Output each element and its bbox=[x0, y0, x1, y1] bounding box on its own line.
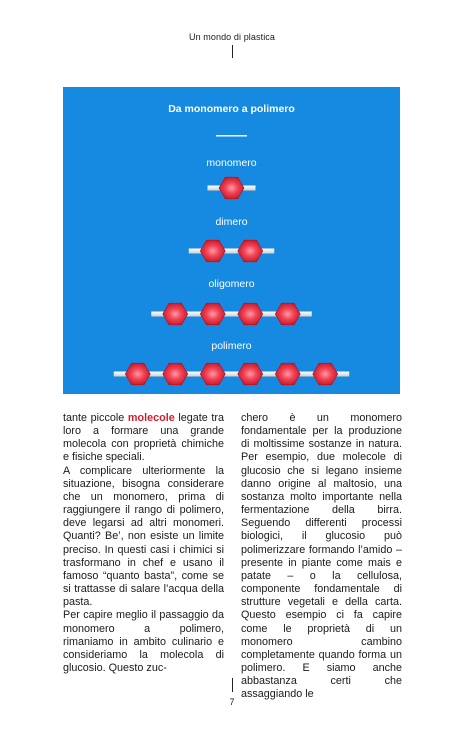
monomer-polymer-figure bbox=[63, 87, 400, 394]
row-label-oligomero: oligomero bbox=[208, 278, 255, 290]
monomer-hexagon bbox=[313, 363, 338, 385]
text-column-right bbox=[241, 412, 402, 701]
monomer-hexagon bbox=[275, 303, 300, 325]
highlighted-term: molecole bbox=[127, 412, 175, 424]
paragraph-4: chero è un monomero fondamentale per la produzione di moltissime sostanze in natura. Per esempio, due molecole di glucosio che si legano insieme danno origine al maltosio, una sostanza molto importante nella fermentazione della birra. Seguendo differenti processi biologici, il glucosio può polimerizzare formando l’amido – presente in piante come mais e patate – o la cellulosa, componente fondamentale di strutture vegetali e della carta. Questo esempio ci fa capire come le proprietà di un monomero cambino completamente quando forma un polimero. E siamo anche abbastanza certi che assaggiando le bbox=[241, 412, 402, 701]
p1-end: legate tra loro a formare una grande molecola con proprietà chimiche e fisiche speciali. bbox=[63, 412, 224, 464]
page-number: 7 bbox=[229, 697, 235, 707]
monomer-hexagon bbox=[200, 363, 225, 385]
row-label-monomero: monomero bbox=[206, 157, 257, 169]
monomer-hexagon bbox=[238, 240, 263, 262]
monomer-hexagon bbox=[200, 303, 225, 325]
footer-rule bbox=[232, 678, 233, 692]
row-label-polimero: polimero bbox=[211, 340, 252, 352]
monomer-hexagon bbox=[238, 303, 263, 325]
paragraph-3: Per capire meglio il passaggio da monomero a polimero, rimaniamo in ambito culinario e consideriamo la molecola di glucosio. Questo zuc- bbox=[63, 609, 224, 674]
text-column-left bbox=[63, 412, 224, 675]
figure-illustration bbox=[63, 87, 400, 394]
header-rule bbox=[232, 45, 233, 58]
molecule-rows bbox=[114, 157, 350, 385]
paragraph-1 bbox=[63, 412, 224, 465]
monomer-hexagon bbox=[238, 363, 263, 385]
monomer-hexagon bbox=[163, 303, 188, 325]
paragraph-2: A complicare ulteriormente la situazione, bisogna considerare che un monomero, prima di raggiungere il rango di polimero, deve legarsi ad altri monomeri. Quanti? Be’, non esiste un limite preciso. In questi casi i chimici si trasformano in chef e usano il famoso “quanto basta”, come se si trattasse di salare l’acqua della pasta. bbox=[63, 464, 224, 609]
row-label-dimero: dimero bbox=[215, 216, 248, 228]
monomer-hexagon bbox=[125, 363, 150, 385]
p1-start: tante piccole bbox=[63, 412, 128, 424]
monomer-hexagon bbox=[219, 177, 244, 199]
figure-title: Da monomero a polimero bbox=[168, 103, 295, 115]
running-head: Un mondo di plastica bbox=[188, 32, 276, 42]
monomer-hexagon bbox=[275, 363, 300, 385]
monomer-hexagon bbox=[200, 240, 225, 262]
title-underline bbox=[216, 135, 247, 137]
monomer-hexagon bbox=[163, 363, 188, 385]
